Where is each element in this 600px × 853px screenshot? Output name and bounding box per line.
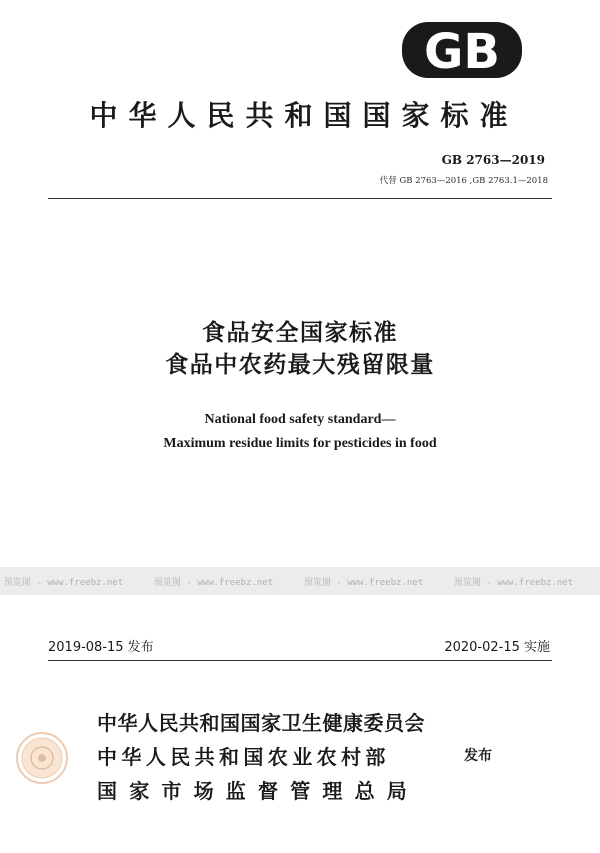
watermark-band (0, 567, 600, 595)
title-en-line1: National food safety standard— (204, 412, 396, 427)
top-divider (48, 198, 552, 199)
seal-icon (14, 730, 70, 786)
issuer-nhc: 中华人民共和国国家卫生健康委员会 (97, 711, 425, 735)
issuer-samr: 国家市场监督管理总局 (97, 779, 419, 803)
watermark-text: 预览图 - www.freebz.net (304, 577, 424, 588)
title-en-line2: Maximum residue limits for pesticides in food (163, 436, 437, 451)
standard-code: GB 2763—2019 (441, 153, 545, 167)
title-zh-line1: 食品安全国家标准 (202, 320, 398, 346)
title-zh-line2: 食品中农药最大残留限量 (165, 352, 435, 378)
implementation-date: 2020-02-15 实施 (444, 640, 550, 655)
publish-label: 发布 (464, 748, 492, 764)
watermark-text: 预览图 - www.freebz.net (154, 577, 274, 588)
bottom-divider (48, 660, 552, 661)
gb-logo (400, 20, 524, 80)
standard-category-title: 中华人民共和国国家标准 (89, 99, 519, 132)
replaced-standards: 代替 GB 2763—2016 ,GB 2763.1—2018 (379, 176, 548, 186)
issue-date: 2019-08-15 发布 (48, 640, 154, 655)
watermark-text: 预览图 - www.freebz.net (454, 577, 574, 588)
gb-logo-text: GB (424, 24, 500, 80)
issuer-moa: 中华人民共和国农业农村部 (97, 745, 390, 769)
watermark-text: 预览图 - www.freebz.net (4, 577, 124, 588)
